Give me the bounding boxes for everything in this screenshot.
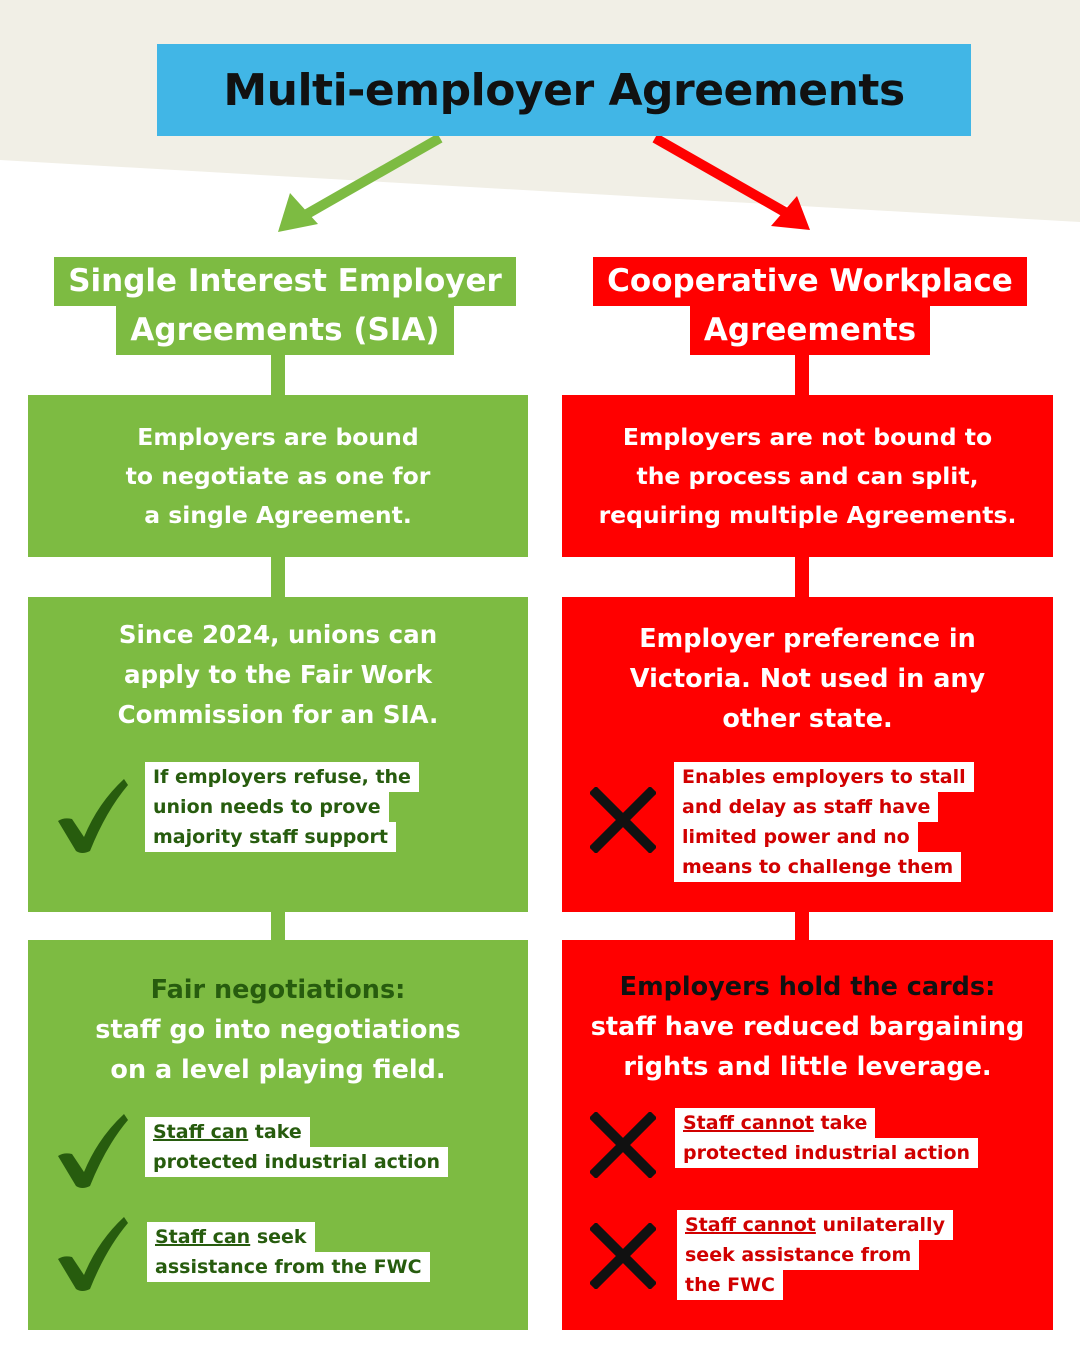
cross-icon [590,787,656,853]
cwa-seek-assistance-note: Staff cannot unilaterally seek assistance from the FWC [677,1210,953,1300]
sia-seek-assistance-note: Staff can seek assistance from the FWC [147,1222,430,1282]
sia-box-since-2024: Since 2024, unions can apply to the Fair Work Commission for an SIA. If employers refuse, the union needs to prove majority staff support [28,597,528,912]
cwa-stall-note: Enables employers to stall and delay as staff have limited power and no means to challenge them [674,762,974,882]
page-title: Multi-employer Agreements [157,44,971,136]
sia-heading: Single Interest Employer Agreements (SIA) [20,250,550,362]
sia-box-fair: Fair negotiations: staff go into negotiations on a level playing field. Staff can take protected industrial action Staff can seek assistance from the FWC [28,940,528,1330]
connector [795,555,809,600]
cwa-box-victoria: Employer preference in Victoria. Not used in any other state. Enables employers to stall and delay as staff have limited power and no means to challenge them [562,597,1053,912]
cwa-box-cards: Employers hold the cards: staff have reduced bargaining rights and little leverage. Staff cannot take protected industrial action Staff cannot unilaterally seek assistance from the FWC [562,940,1053,1330]
cross-icon [590,1112,656,1178]
sia-take-action-note: Staff can take protected industrial action [145,1117,448,1177]
sia-box-bound: Employers are bound to negotiate as one for a single Agreement. [28,395,528,557]
cwa-take-action-note: Staff cannot take protected industrial action [675,1108,978,1168]
check-icon [50,777,130,857]
check-icon [50,1112,130,1192]
check-icon [50,1215,130,1295]
cwa-box-not-bound: Employers are not bound to the process and can split, requiring multiple Agreements. [562,395,1053,557]
cwa-heading: Cooperative Workplace Agreements [560,250,1060,362]
sia-refuse-note: If employers refuse, the union needs to prove majority staff support [145,762,419,852]
cross-icon [590,1223,656,1289]
connector [271,555,285,600]
